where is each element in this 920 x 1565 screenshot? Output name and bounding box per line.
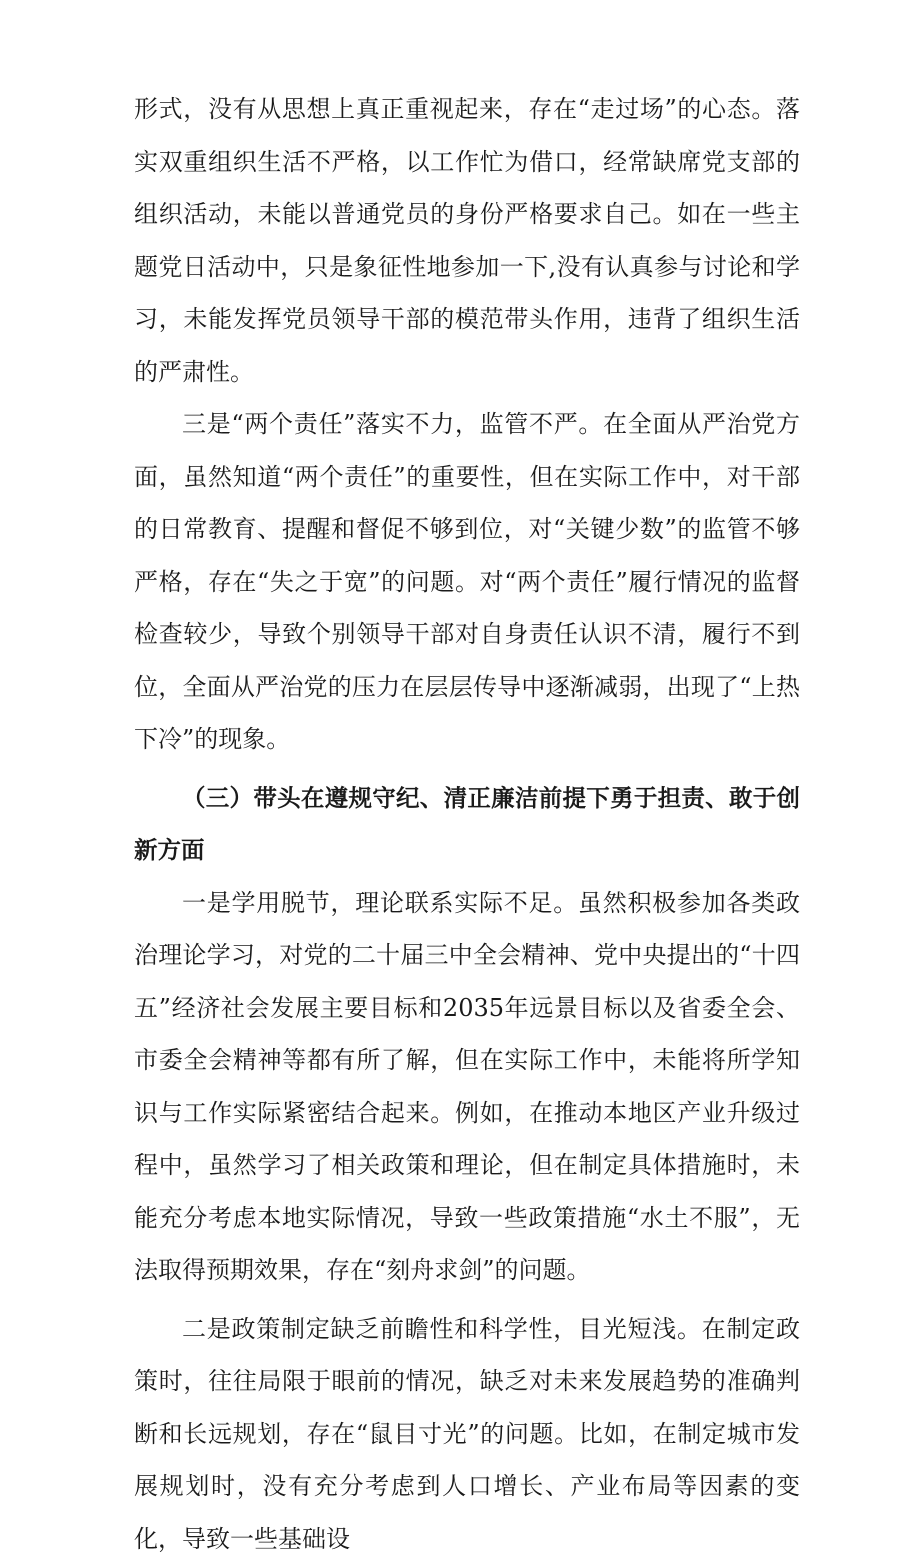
document-body <box>134 83 800 1565</box>
section-heading-three: （三）带头在遵规守纪、清正廉洁前提下勇于担责、敢于创新方面 <box>134 772 800 877</box>
paragraph-continuation: 形式，没有从思想上真正重视起来，存在“走过场”的心态。落实双重组织生活不严格，以工作忙为借口，经常缺席党支部的组织活动，未能以普通党员的身份严格要求自己。如在一些主题党日活动中，只是象征性地参加一下,没有认真参与讨论和学习，未能发挥党员领导干部的模范带头作用，违背了组织生活的严肃性。 <box>134 83 800 398</box>
paragraph-two-responsibilities: 三是“两个责任”落实不力，监管不严。在全面从严治党方面，虽然知道“两个责任”的重要性，但在实际工作中，对干部的日常教育、提醒和督促不够到位，对“关键少数”的监管不够严格，存在“失之于宽”的问题。对“两个责任”履行情况的监督检查较少，导致个别领导干部对自身责任认识不清，履行不到位，全面从严治党的压力在层层传导中逐渐减弱，出现了“上热下冷”的现象。 <box>134 398 800 766</box>
paragraph-theory-practice: 一是学用脱节，理论联系实际不足。虽然积极参加各类政治理论学习，对党的二十届三中全会精神、党中央提出的“十四五”经济社会发展主要目标和2035年远景目标以及省委全会、市委全会精神等都有所了解，但在实际工作中，未能将所学知识与工作实际紧密结合起来。例如，在推动本地区产业升级过程中，虽然学习了相关政策和理论，但在制定具体措施时，未能充分考虑本地实际情况，导致一些政策措施“水土不服”，无法取得预期效果，存在“刻舟求剑”的问题。 <box>134 877 800 1297</box>
paragraph-policy-making: 二是政策制定缺乏前瞻性和科学性，目光短浅。在制定政策时，往往局限于眼前的情况，缺乏对未来发展趋势的准确判断和长远规划，存在“鼠目寸光”的问题。比如，在制定城市发展规划时，没有充分考虑到人口增长、产业布局等因素的变化，导致一些基础设 <box>134 1303 800 1565</box>
